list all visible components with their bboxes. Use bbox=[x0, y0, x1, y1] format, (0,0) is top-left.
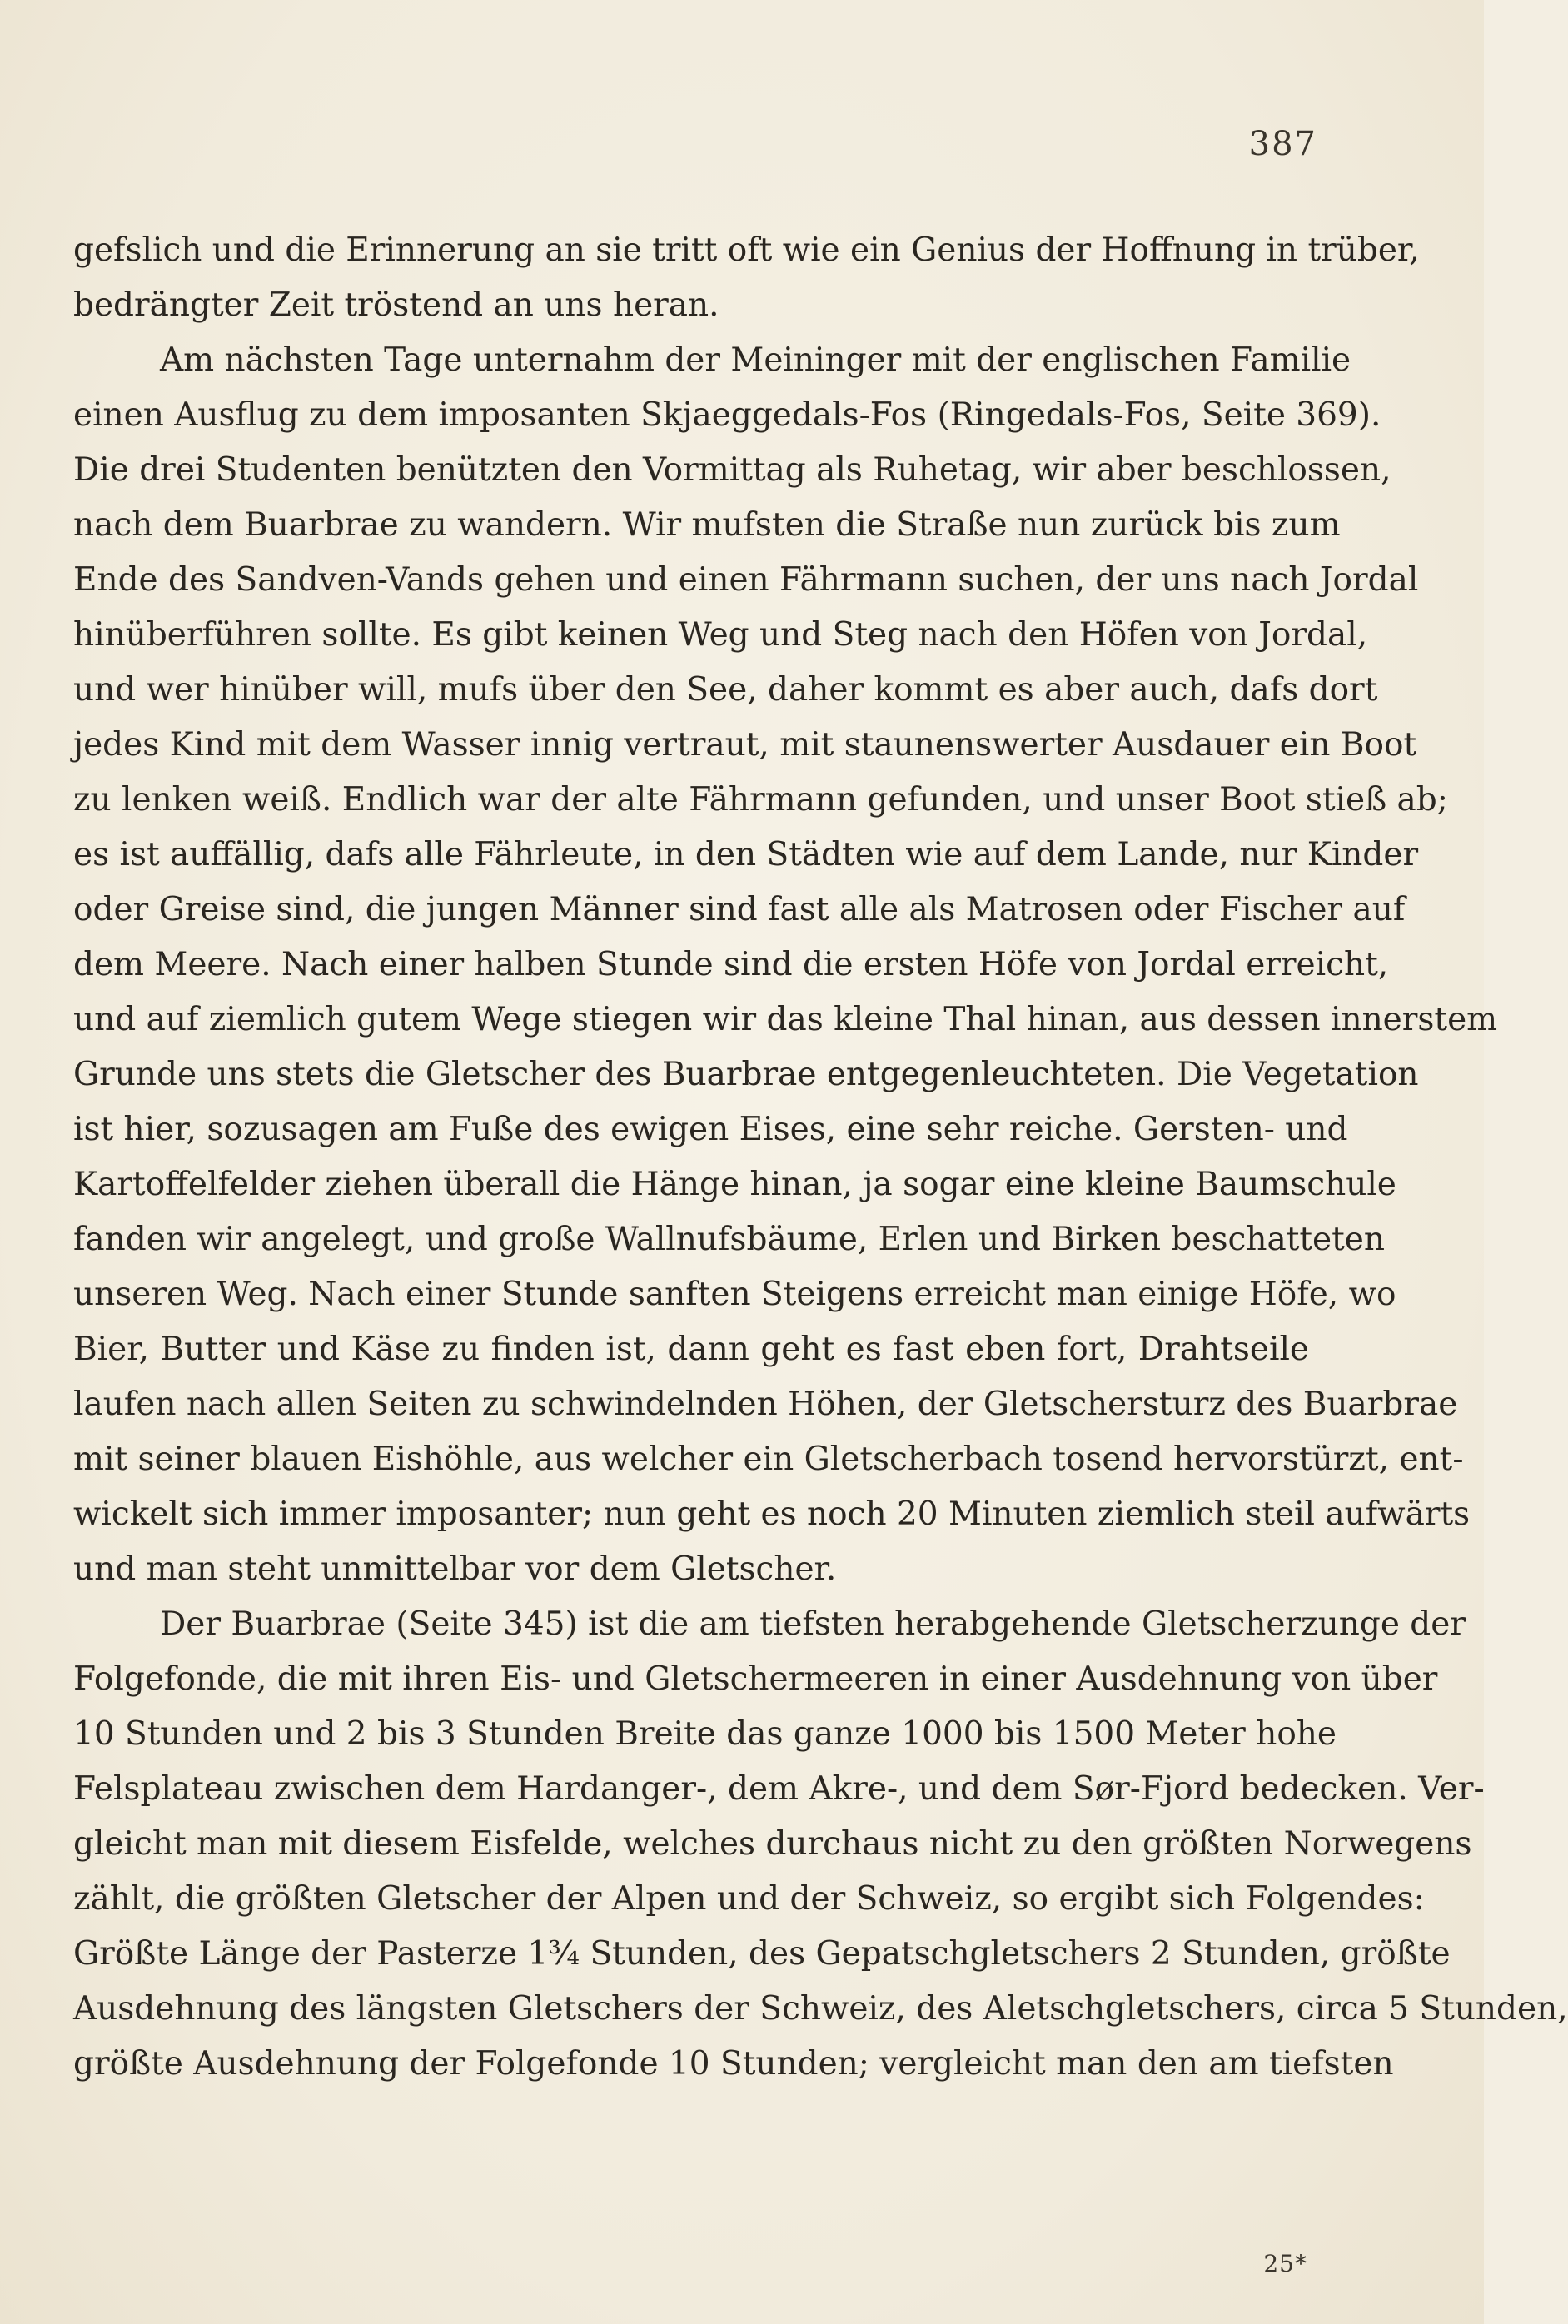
page-number: 387 bbox=[1248, 125, 1317, 163]
text-line: laufen nach allen Seiten zu schwindelnden Höhen, der Gletschersturz des Buarbrae bbox=[73, 1386, 1458, 1423]
text-line: Felsplateau zwischen dem Hardanger-, dem Akre-, und dem Sør-Fjord bedecken. Ver- bbox=[73, 1770, 1485, 1808]
text-line: bedrängter Zeit tröstend an uns heran. bbox=[73, 286, 719, 324]
text-line: Folgefonde, die mit ihren Eis- und Gletschermeeren in einer Ausdehnung von über bbox=[73, 1660, 1438, 1698]
text-line: dem Meere. Nach einer halben Stunde sind die ersten Höfe von Jordal erreicht, bbox=[73, 946, 1389, 983]
text-line: 10 Stunden und 2 bis 3 Stunden Breite das ganze 1000 bis 1500 Meter hohe bbox=[73, 1715, 1337, 1753]
text-line: fanden wir angelegt, und große Wallnufsbäume, Erlen und Birken beschatteten bbox=[73, 1221, 1385, 1258]
text-line: wickelt sich immer imposanter; nun geht es noch 20 Minuten ziemlich steil aufwärts bbox=[73, 1495, 1471, 1533]
text-line: hinüberführen sollte. Es gibt keinen Weg und Steg nach den Höfen von Jordal, bbox=[73, 616, 1368, 654]
text-line: zu lenken weiß. Endlich war der alte Fährmann gefunden, und unser Boot stieß ab; bbox=[73, 781, 1448, 819]
text-line: Größte Länge der Pasterze 1¾ Stunden, des Gepatschgletschers 2 Stunden, größte bbox=[73, 1935, 1451, 1973]
text-line: gleicht man mit diesem Eisfelde, welches durchaus nicht zu den größten Norwegens bbox=[73, 1825, 1472, 1863]
text-line: oder Greise sind, die jungen Männer sind fast alle als Matrosen oder Fischer auf bbox=[73, 891, 1406, 928]
text-line: Die drei Studenten benützten den Vormittag als Ruhetag, wir aber beschlossen, bbox=[73, 451, 1391, 489]
text-line: Ende des Sandven-Vands gehen und einen Fährmann suchen, der uns nach Jordal bbox=[73, 561, 1419, 599]
text-line: einen Ausflug zu dem imposanten Skjaeggedals-Fos (Ringedals-Fos, Seite 369). bbox=[73, 396, 1381, 434]
text-line: Kartoffelfelder ziehen überall die Hänge hinan, ja sogar eine kleine Baumschule bbox=[73, 1166, 1396, 1203]
text-line: größte Ausdehnung der Folgefonde 10 Stunden; vergleicht man den am tiefsten bbox=[73, 2045, 1394, 2083]
text-line: Ausdehnung des längsten Gletschers der Schweiz, des Aletschgletschers, circa 5 Stunden, bbox=[73, 1990, 1568, 2028]
body-text bbox=[73, 223, 1568, 2092]
text-line: Bier, Butter und Käse zu finden ist, dann geht es fast eben fort, Drahtseile bbox=[73, 1331, 1309, 1368]
text-line: nach dem Buarbrae zu wandern. Wir mufsten die Straße nun zurück bis zum bbox=[73, 506, 1341, 544]
text-line: gefslich und die Erinnerung an sie tritt oft wie ein Genius der Hoffnung in trüber, bbox=[73, 231, 1420, 269]
text-line: unseren Weg. Nach einer Stunde sanften Steigens erreicht man einige Höfe, wo bbox=[73, 1276, 1396, 1313]
text-line: und auf ziemlich gutem Wege stiegen wir das kleine Thal hinan, aus dessen innerstem bbox=[73, 1001, 1498, 1038]
text-line: Am nächsten Tage unternahm der Meininger mit der englischen Familie bbox=[160, 341, 1351, 379]
text-line: zählt, die größten Gletscher der Alpen und der Schweiz, so ergibt sich Folgendes: bbox=[73, 1880, 1425, 1918]
text-line: mit seiner blauen Eishöhle, aus welcher ein Gletscherbach tosend hervorstürzt, ent- bbox=[73, 1441, 1464, 1478]
text-line: und man steht unmittelbar vor dem Gletscher. bbox=[73, 1550, 837, 1588]
text-line: es ist auffällig, dafs alle Fährleute, in den Städten wie auf dem Lande, nur Kinder bbox=[73, 836, 1419, 873]
text-line: und wer hinüber will, mufs über den See, daher kommt es aber auch, dafs dort bbox=[73, 671, 1378, 709]
text-line: ist hier, sozusagen am Fuße des ewigen Eises, eine sehr reiche. Gersten- und bbox=[73, 1111, 1348, 1148]
text-line: jedes Kind mit dem Wasser innig vertraut, mit staunenswerter Ausdauer ein Boot bbox=[73, 726, 1417, 764]
text-line: Der Buarbrae (Seite 345) ist die am tiefsten herabgehende Gletscherzunge der bbox=[160, 1605, 1466, 1643]
text-line: Grunde uns stets die Gletscher des Buarbrae entgegenleuchteten. Die Vegetation bbox=[73, 1056, 1419, 1093]
signature-mark: 25* bbox=[1263, 2250, 1307, 2277]
